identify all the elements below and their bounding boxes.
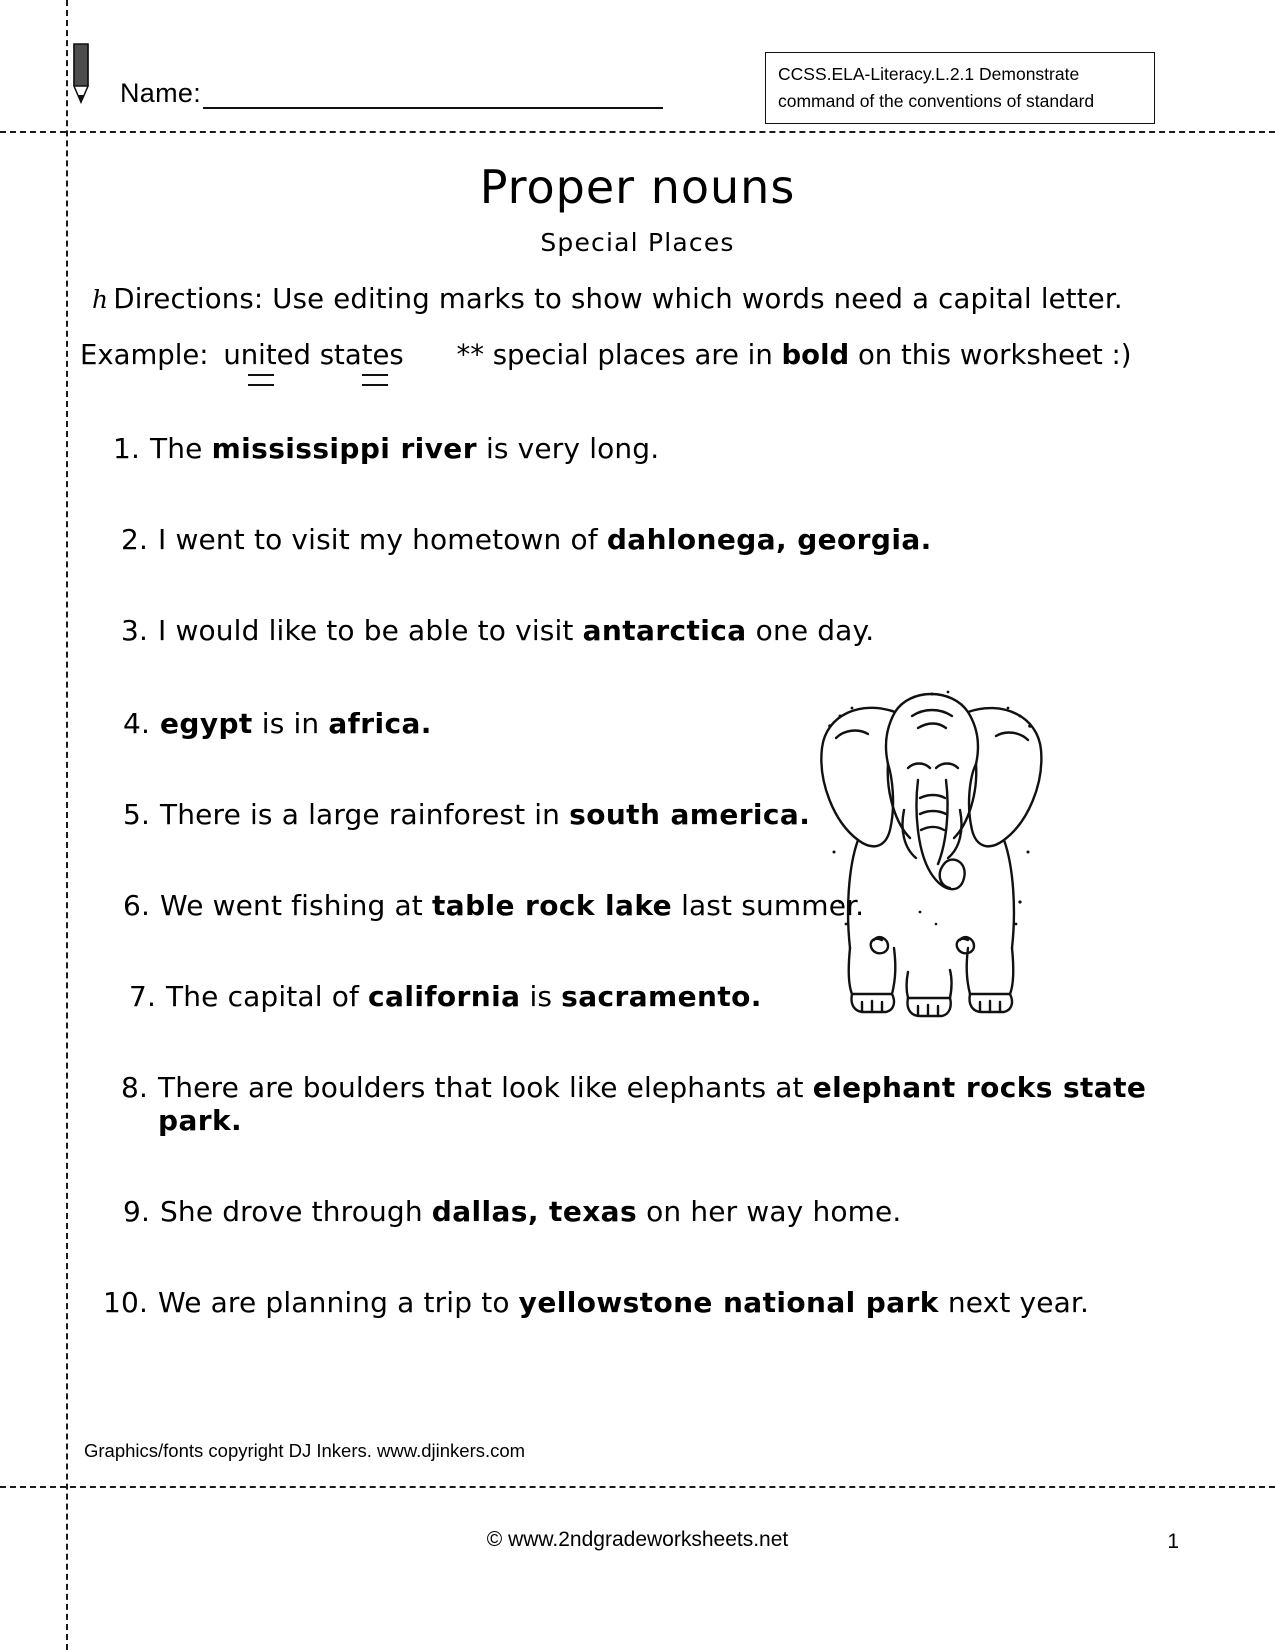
worksheet-title: Proper nouns <box>479 160 796 214</box>
question-number: 5. <box>122 798 150 831</box>
question-text: There is a large rainforest in south america. <box>160 798 811 831</box>
proper-noun-bold: mississippi river <box>211 432 477 465</box>
page-number: 1 <box>1167 1530 1179 1553</box>
question-text: I would like to be able to visit antarctica one day. <box>158 614 875 647</box>
proper-noun-bold-2: sacramento. <box>561 980 762 1013</box>
question-text: The capital of california is sacramento. <box>166 980 762 1013</box>
question-row <box>88 1195 1148 1228</box>
question-row <box>88 798 1148 831</box>
copyright-footer: © www.2ndgradeworksheets.net <box>486 1528 789 1551</box>
directions-text: Directions: Use editing marks to show which words need a capital letter. <box>113 283 1123 315</box>
question-number: 4. <box>122 707 150 740</box>
question-text: I went to visit my hometown of dahlonega, georgia. <box>158 523 932 556</box>
question-text: We are planning a trip to yellowstone national park next year. <box>158 1286 1090 1319</box>
example-note: ** special places are in bold on this worksheet :) <box>456 339 1132 371</box>
proper-noun-bold: south america. <box>569 798 811 831</box>
proper-noun-bold: dallas, texas <box>431 1195 638 1228</box>
question-number: 7. <box>128 980 156 1013</box>
question-text: There are boulders that look like elephants at elephant rocks state park. <box>158 1071 1147 1137</box>
top-horizontal-cut-line <box>0 131 1275 133</box>
capitalize-mark-u <box>248 374 274 386</box>
question-row <box>88 432 1148 465</box>
question-number: 3. <box>120 614 148 647</box>
question-number: 10. <box>103 1286 148 1319</box>
proper-noun-bold: yellowstone national park <box>518 1286 939 1319</box>
example-words: united states <box>223 339 412 371</box>
question-row <box>88 1286 1148 1319</box>
graphics-credit: Graphics/fonts copyright DJ Inkers. www.djinkers.com <box>84 1440 526 1461</box>
question-number: 8. <box>120 1071 148 1104</box>
question-number: 1. <box>112 432 140 465</box>
proper-noun-bold: egypt <box>160 707 253 740</box>
question-row <box>88 707 1148 740</box>
question-text: egypt is in africa. <box>160 707 432 740</box>
question-row <box>88 523 1148 556</box>
ccss-line-1: CCSS.ELA-Literacy.L.2.1 Demonstrate <box>778 64 1080 84</box>
proper-noun-bold: elephant rocks state park. <box>158 1071 1147 1137</box>
question-text: She drove through dallas, texas on her way home. <box>160 1195 902 1228</box>
proper-noun-bold: antarctica <box>582 614 747 647</box>
directions-line <box>92 283 1123 315</box>
bottom-horizontal-cut-line <box>0 1486 1275 1488</box>
proper-noun-bold-2: africa. <box>328 707 432 740</box>
question-text: The mississippi river is very long. <box>150 432 660 465</box>
question-row <box>88 980 1148 1013</box>
example-line <box>80 339 1132 371</box>
name-field-row <box>78 78 663 109</box>
worksheet-subtitle: Special Places <box>540 228 735 257</box>
proper-noun-bold: california <box>368 980 521 1013</box>
pen-flourish-icon: ℎ <box>92 285 109 314</box>
question-number: 9. <box>122 1195 150 1228</box>
proper-noun-bold: table rock lake <box>431 889 673 922</box>
question-number: 2. <box>120 523 148 556</box>
question-row <box>88 614 1148 647</box>
question-row <box>88 889 1148 922</box>
capitalize-mark-s <box>362 374 388 386</box>
question-text: We went fishing at table rock lake last summer. <box>160 889 865 922</box>
name-label: Name: <box>120 78 202 108</box>
question-list <box>88 432 1148 1319</box>
proper-noun-bold: dahlonega, georgia. <box>606 523 932 556</box>
example-label: Example: <box>80 339 209 371</box>
name-input-line[interactable] <box>203 81 663 109</box>
question-row <box>88 1071 1148 1137</box>
bold-word-note: bold <box>781 339 850 371</box>
ccss-standard-box <box>765 52 1155 124</box>
ccss-line-2: command of the conventions of standard <box>778 91 1095 112</box>
question-number: 6. <box>122 889 150 922</box>
